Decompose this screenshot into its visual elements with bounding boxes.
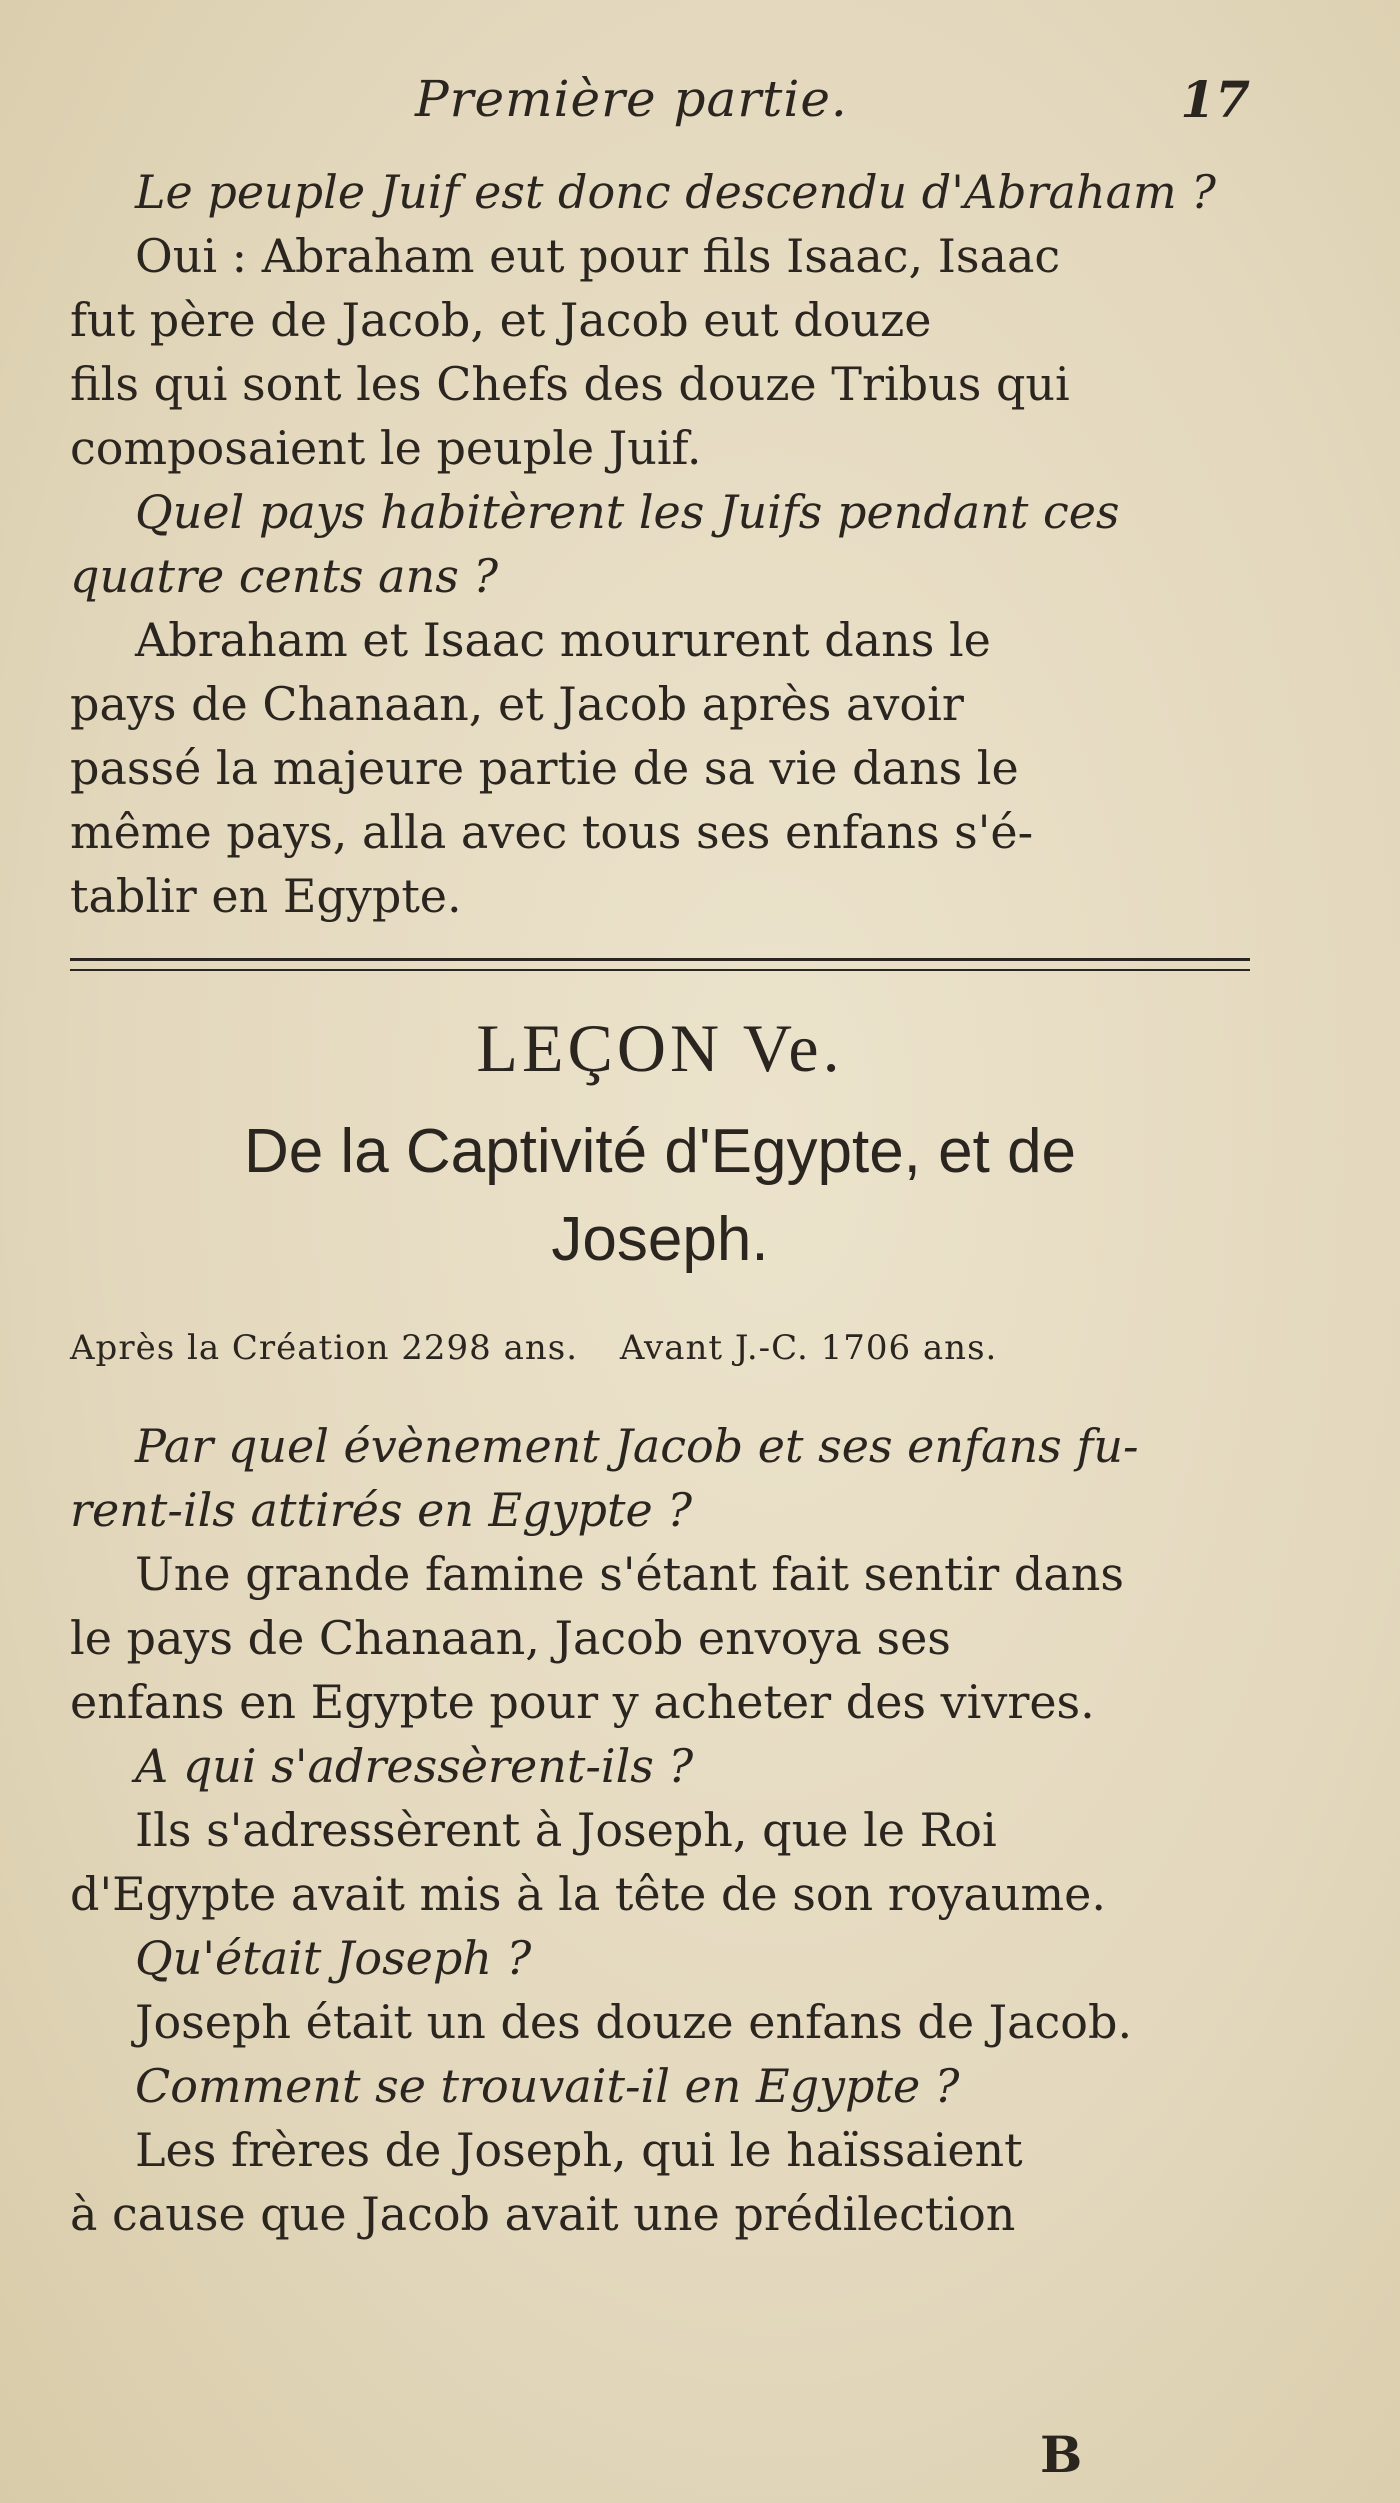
text-block-top bbox=[70, 160, 1250, 928]
answer-line: fils qui sont les Chefs des douze Tribus qui bbox=[70, 357, 1070, 411]
answer-line: Abraham et Isaac moururent dans le bbox=[135, 613, 991, 667]
answer-line: pays de Chanaan, et Jacob après avoir bbox=[70, 677, 964, 731]
question-line: Qu'était Joseph ? bbox=[135, 1931, 532, 1985]
answer-line: passé la majeure partie de sa vie dans le bbox=[70, 741, 1019, 795]
answer-line: Oui : Abraham eut pour fils Isaac, Isaac bbox=[135, 229, 1061, 283]
question-line: Quel pays habitèrent les Juifs pendant ces bbox=[135, 485, 1120, 539]
question-line: Par quel évènement Jacob et ses enfans fu- bbox=[135, 1419, 1139, 1473]
section-divider bbox=[70, 958, 1250, 971]
answer-line: Joseph était un des douze enfans de Jacob. bbox=[135, 1995, 1133, 2049]
page-header bbox=[70, 70, 1250, 160]
date-creation: Après la Création 2298 ans. bbox=[70, 1328, 579, 1368]
answer-line: Les frères de Joseph, qui le haïssaient bbox=[135, 2123, 1023, 2177]
lesson-heading: LEÇON Ve. bbox=[476, 1010, 844, 1086]
question-line: Comment se trouvait-il en Egypte ? bbox=[135, 2059, 960, 2113]
answer-line: Ils s'adressèrent à Joseph, que le Roi bbox=[135, 1803, 997, 1857]
question-line: Le peuple Juif est donc descendu d'Abraham ? bbox=[135, 165, 1216, 219]
answer-line: enfans en Egypte pour y acheter des vivres. bbox=[70, 1675, 1095, 1729]
chapter-title-line: De la Captivité d'Egypte, et de bbox=[243, 1117, 1077, 1186]
chapter-title bbox=[70, 1108, 1250, 1284]
answer-line: composaient le peuple Juif. bbox=[70, 421, 702, 475]
chapter-title-line: Joseph. bbox=[551, 1205, 769, 1274]
answer-line: Une grande famine s'étant fait sentir dans bbox=[135, 1547, 1125, 1601]
answer-line: d'Egypte avait mis à la tête de son royaume. bbox=[70, 1867, 1106, 1921]
answer-line: à cause que Jacob avait une prédilection bbox=[70, 2187, 1016, 2241]
chronology-line bbox=[70, 1324, 1250, 1372]
question-line: rent-ils attirés en Egypte ? bbox=[70, 1483, 692, 1537]
answer-line: le pays de Chanaan, Jacob envoya ses bbox=[70, 1611, 951, 1665]
page-number: 17 bbox=[1180, 70, 1250, 129]
running-title: Première partie. bbox=[415, 70, 848, 128]
signature-mark: B bbox=[1040, 2425, 1083, 2484]
question-line: quatre cents ans ? bbox=[70, 549, 499, 603]
question-line: A qui s'adressèrent-ils ? bbox=[135, 1739, 694, 1793]
answer-line: fut père de Jacob, et Jacob eut douze bbox=[70, 293, 932, 347]
date-before-christ: Avant J.-C. 1706 ans. bbox=[619, 1328, 998, 1368]
answer-line: tablir en Egypte. bbox=[70, 869, 462, 923]
text-block-bottom bbox=[70, 1414, 1250, 2246]
answer-line: même pays, alla avec tous ses enfans s'é- bbox=[70, 805, 1034, 859]
